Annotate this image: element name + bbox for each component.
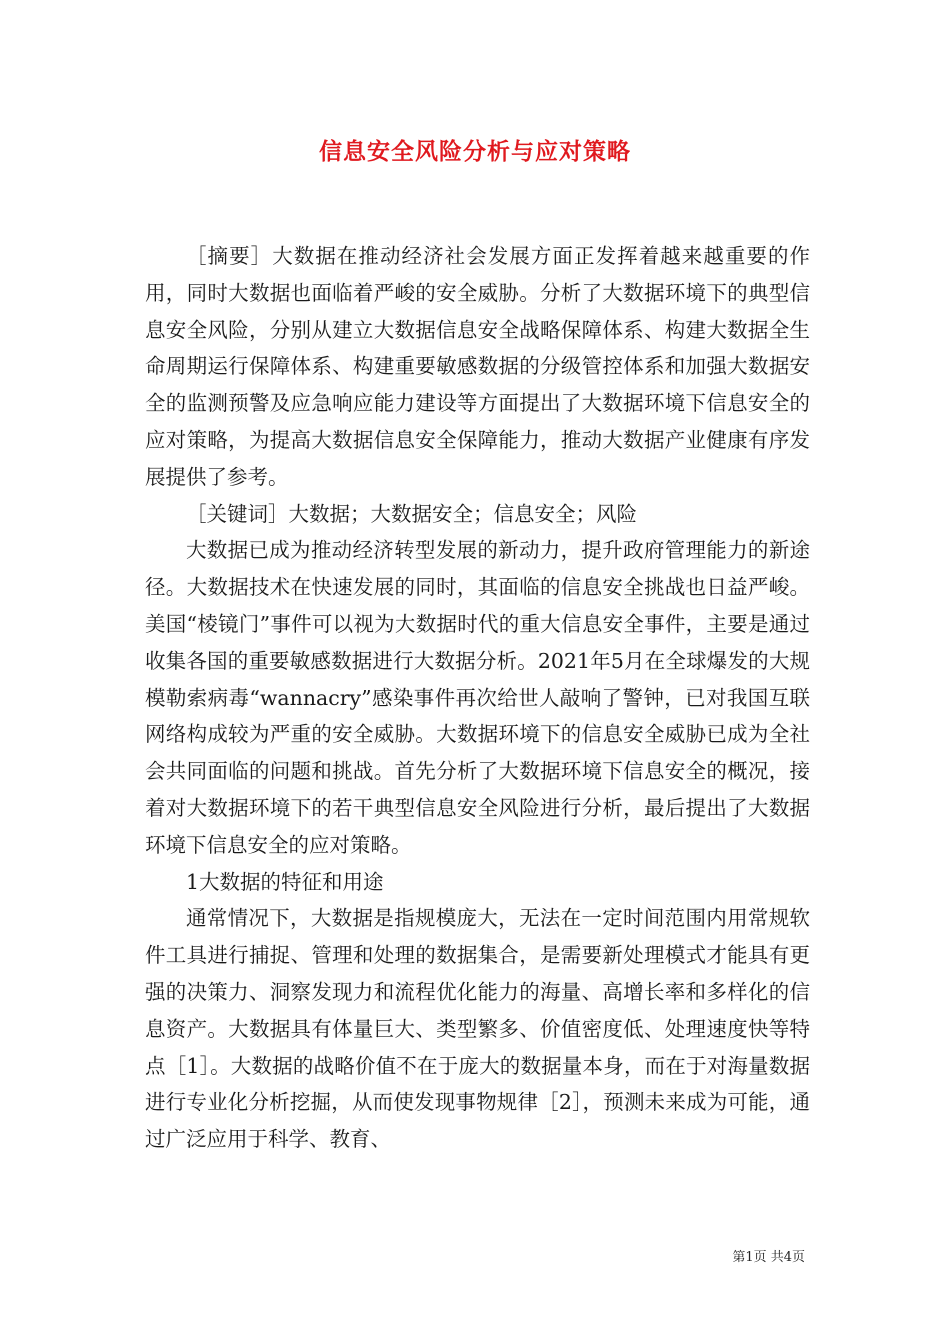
page-number-footer: 第1页 共4页 xyxy=(732,1250,805,1265)
section-paragraph: 通常情况下，大数据是指规模庞大，无法在一定时间范围内用常规软件工具进行捕捉、管理和处理的数据集合，是需要新处理模式才能具有更强的决策力、洞察发现力和流程优化能力的海量、高增长率和多样化的信息资产。大数据具有体量巨大、类型繁多、价值密度低、处理速度快等特点［1］。大数据的战略价值不在于庞大的数据量本身，而在于对海量数据进行专业化分析挖掘，从而使发现事物规律［2］，预测未来成为可能，通过广泛应用于科学、教育、 xyxy=(145,906,810,1152)
abstract-paragraph: ［摘要］大数据在推动经济社会发展方面正发挥着越来越重要的作用，同时大数据也面临着严峻的安全威胁。分析了大数据环境下的典型信息安全风险，分别从建立大数据信息安全战略保障体系、构建大数据全生命周期运行保障体系、构建重要敏感数据的分级管控体系和加强大数据安全的监测预警及应急响应能力建设等方面提出了大数据环境下信息安全的应对策略，为提高大数据信息安全保障能力，推动大数据产业健康有序发展提供了参考。 xyxy=(145,244,810,489)
page-title: 信息安全风险分析与应对策略 xyxy=(319,139,631,165)
section-heading: 1大数据的特征和用途 xyxy=(186,869,384,894)
intro-paragraph: 大数据已成为推动经济转型发展的新动力，提升政府管理能力的新途径。大数据技术在快速发展的同时，其面临的信息安全挑战也日益严峻。美国“棱镜门”事件可以视为大数据时代的重大信息安全事件，主要是通过收集各国的重要敏感数据进行大数据分析。2021年5月在全球爆发的大规模勒索病毒“wannacry”感染事件再次给世人敲响了警钟，已对我国互联网络构成较为严重的安全威胁。大数据环境下的信息安全威胁已成为全社会共同面临的问题和挑战。首先分析了大数据环境下信息安全的概况，接着对大数据环境下的若干典型信息安全风险进行分析，最后提出了大数据环境下信息安全的应对策略。 xyxy=(145,538,810,857)
keywords-paragraph: ［关键词］大数据；大数据安全；信息安全；风险 xyxy=(186,501,637,526)
document-body xyxy=(145,238,810,1158)
